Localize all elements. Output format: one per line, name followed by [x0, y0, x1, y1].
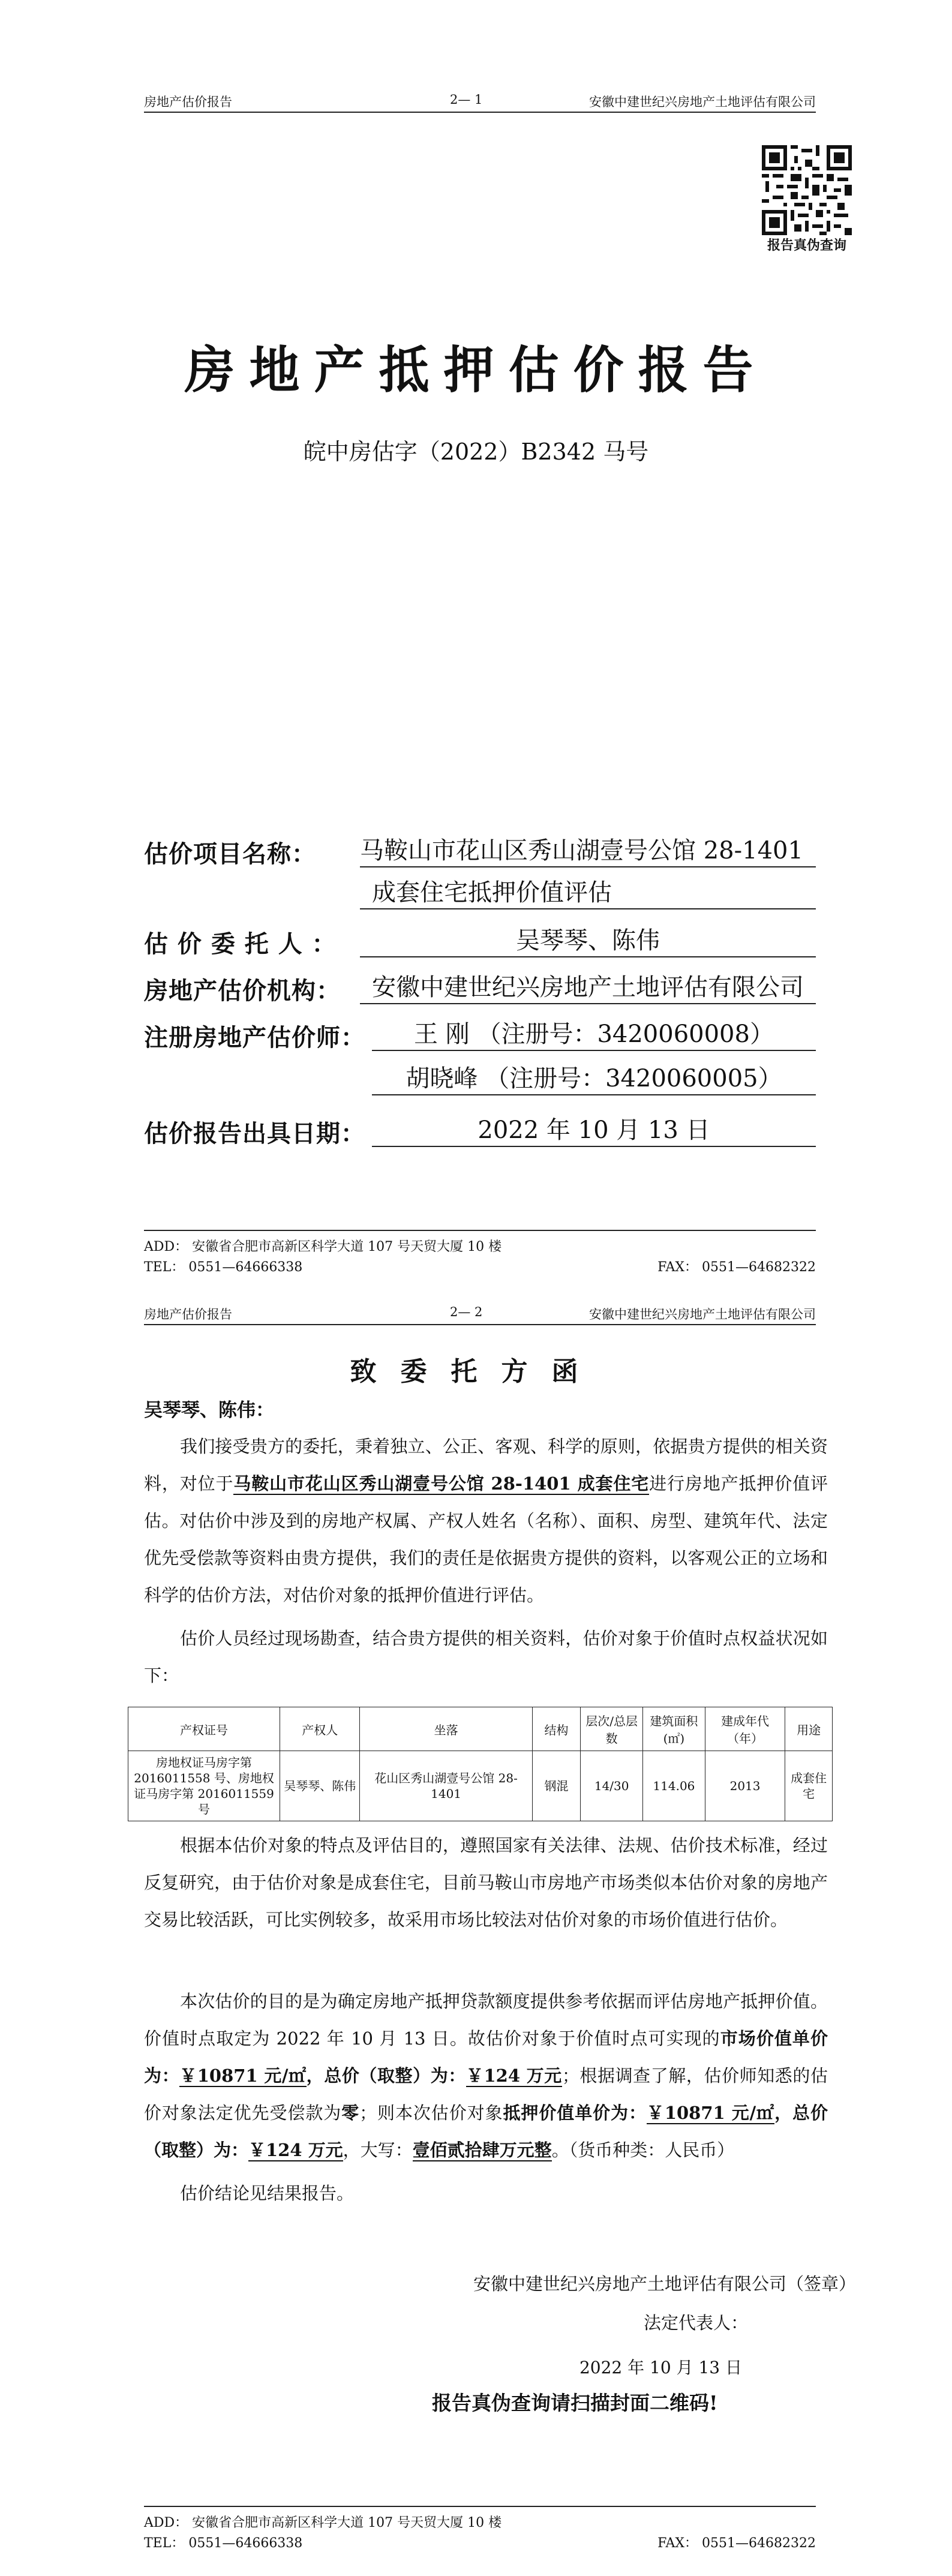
para4-text-4: ，大写：	[343, 2140, 413, 2160]
agency-label: 房地产估价机构：	[144, 977, 341, 1005]
market-unit-label: 市场价值单价为：	[144, 2028, 828, 2086]
table-cell: 成套住宅	[785, 1751, 833, 1821]
table-cell: 114.06	[643, 1751, 705, 1821]
document-number: 皖中房估字（2022）B2342 马号	[303, 439, 649, 465]
para4-text-2: ；根据调查了解，估价师知悉的估价对象法定优先受偿款为	[144, 2065, 828, 2123]
page-footer	[144, 1230, 828, 1278]
appraiser-label: 注册房地产估价师：	[144, 1023, 365, 1052]
date-value: 2022 年 10 月 13 日	[372, 1115, 816, 1147]
table-cell: 2013	[705, 1751, 785, 1821]
page-header	[144, 1305, 816, 1325]
table-header: 建筑面积(㎡)	[643, 1707, 705, 1751]
footer-fax: FAX： 0551—64682322	[657, 2536, 816, 2551]
qr-code-icon[interactable]	[762, 145, 852, 235]
property-address: 马鞍山市花山区秀山湖壹号公馆 28-1401 成套住宅	[233, 1473, 650, 1494]
paragraph-5: 估价结论见结果报告。	[180, 2183, 355, 2203]
company-seal-line: 安徽中建世纪兴房地产土地评估有限公司（签章）	[473, 2274, 856, 2294]
amount-in-words: 壹佰贰拾肆万元整	[412, 2140, 552, 2160]
project-name-value-2: 成套住宅抵押价值评估	[360, 877, 816, 909]
para1-text: 我们接受贵方的委托，秉着独立、公正、客观、科学的原则，依据贵方提供的相关资料，对位于	[144, 1436, 828, 1494]
footer-address: ADD： 安徽省合肥市高新区科学大道 107 号天贸大厦 10 楼	[144, 2515, 502, 2530]
verification-notice: 报告真伪查询请扫描封面二维码!	[432, 2391, 718, 2415]
footer-tel: TEL： 0551—64666338	[144, 1260, 303, 1275]
mortgage-total-label: ，总价（取整）为：	[144, 2103, 828, 2160]
table-header: 产权人	[280, 1707, 360, 1751]
paragraph-1	[144, 1428, 828, 1614]
para4-text-5: 。（货币种类：人民币）	[551, 2140, 735, 2160]
footer-phone-row	[144, 1257, 828, 1278]
salutation: 吴琴琴、陈伟：	[144, 1400, 274, 1421]
footer-phone-row	[144, 2533, 828, 2554]
table-cell: 14/30	[581, 1751, 643, 1821]
client-label: 估 价 委 托 人 ：	[144, 930, 337, 958]
header-report-name: 房地产估价报告	[144, 1307, 232, 1322]
client-value: 吴琴琴、陈伟	[360, 925, 816, 957]
header-page-number: 2— 2	[450, 1305, 483, 1319]
header-page-number: 2— 1	[450, 92, 483, 107]
mortgage-unit-price: ￥10871 元/㎡	[646, 2103, 775, 2123]
signature-date: 2022 年 10 月 13 日	[579, 2358, 742, 2377]
qr-caption: 报告真伪查询	[767, 238, 846, 253]
priority-claims: 零	[341, 2103, 360, 2123]
page-header	[144, 92, 816, 113]
mortgage-total-price: ￥124 万元	[248, 2140, 343, 2160]
project-name-value: 马鞍山市花山区秀山湖壹号公馆 28-1401	[360, 835, 816, 867]
legal-representative: 法定代表人：	[643, 2313, 748, 2333]
table-header: 坐落	[360, 1707, 532, 1751]
property-table	[128, 1707, 833, 1821]
table-cell: 钢混	[532, 1751, 581, 1821]
header-company: 安徽中建世纪兴房地产土地评估有限公司	[589, 95, 816, 109]
para1-text-2: 进行房地产抵押价值评估。对估价中涉及到的房地产权属、产权人姓名（名称）、面积、房型、建筑年代、法定优先受偿款等资料由贵方提供，我们的责任是依据贵方提供的资料，以客观公正的立场和科学的估价方法，对估价对象的抵押价值进行评估。	[144, 1473, 828, 1605]
appraiser-1: 王 刚 （注册号：3420060008）	[372, 1019, 816, 1051]
table-header-row	[128, 1707, 833, 1751]
report-title: 房地产抵押估价报告	[184, 340, 768, 400]
header-report-name: 房地产估价报告	[144, 95, 232, 109]
table-header: 层次/总层数	[581, 1707, 643, 1751]
footer-divider	[144, 1230, 816, 1231]
footer-tel: TEL： 0551—64666338	[144, 2536, 303, 2551]
table-cell: 吴琴琴、陈伟	[280, 1751, 360, 1821]
letter-heading: 致委托方函	[350, 1356, 602, 1387]
market-total-price: ￥124 万元	[466, 2065, 562, 2086]
footer-fax: FAX： 0551—64682322	[657, 1260, 816, 1275]
date-label: 估价报告出具日期：	[144, 1119, 365, 1148]
market-unit-price: ￥10871 元/㎡	[179, 2065, 307, 2086]
para4-text: 本次估价的目的是为确定房地产抵押贷款额度提供参考依据而评估房地产抵押价值。价值时点取定为 2022 年 10 月 13 日。故估价对象于价值时点可实现的	[144, 1991, 828, 2049]
table-header: 建成年代（年）	[705, 1707, 785, 1751]
table-header: 产权证号	[128, 1707, 280, 1751]
paragraph-4	[144, 1983, 828, 2169]
page-footer	[144, 2506, 828, 2554]
table-row	[128, 1751, 833, 1821]
letter-page	[0, 1299, 952, 2576]
para4-text-3: ；则本次估价对象	[359, 2103, 503, 2123]
table-cell: 房地权证马房字第 2016011558 号、房地权证马房字第 2016011559 号	[128, 1751, 280, 1821]
footer-divider	[144, 2506, 816, 2507]
paragraph-3: 根据本估价对象的特点及评估目的，遵照国家有关法律、法规、估价技术标准，经过反复研究，由于估价对象是成套住宅，目前马鞍山市房地产市场类似本估价对象的房地产交易比较活跃，可比实例较多，故采用市场比较法对估价对象的市场价值进行估价。	[144, 1835, 828, 1930]
paragraph-2: 估价人员经过现场勘查，结合贵方提供的相关资料，估价对象于价值时点权益状况如下：	[144, 1628, 828, 1686]
mortgage-unit-label: 抵押价值单价为：	[503, 2103, 647, 2123]
table-cell: 花山区秀山湖壹号公馆 28-1401	[360, 1751, 532, 1821]
market-total-label: ，总价（取整）为：	[306, 2065, 466, 2086]
header-company: 安徽中建世纪兴房地产土地评估有限公司	[589, 1307, 816, 1322]
table-header: 用途	[785, 1707, 833, 1751]
table-header: 结构	[532, 1707, 581, 1751]
footer-address: ADD： 安徽省合肥市高新区科学大道 107 号天贸大厦 10 楼	[144, 1239, 502, 1254]
appraiser-2: 胡晓峰 （注册号：3420060005）	[372, 1063, 816, 1095]
project-name-label: 估价项目名称：	[144, 840, 316, 868]
agency-value: 安徽中建世纪兴房地产土地评估有限公司	[360, 972, 816, 1004]
